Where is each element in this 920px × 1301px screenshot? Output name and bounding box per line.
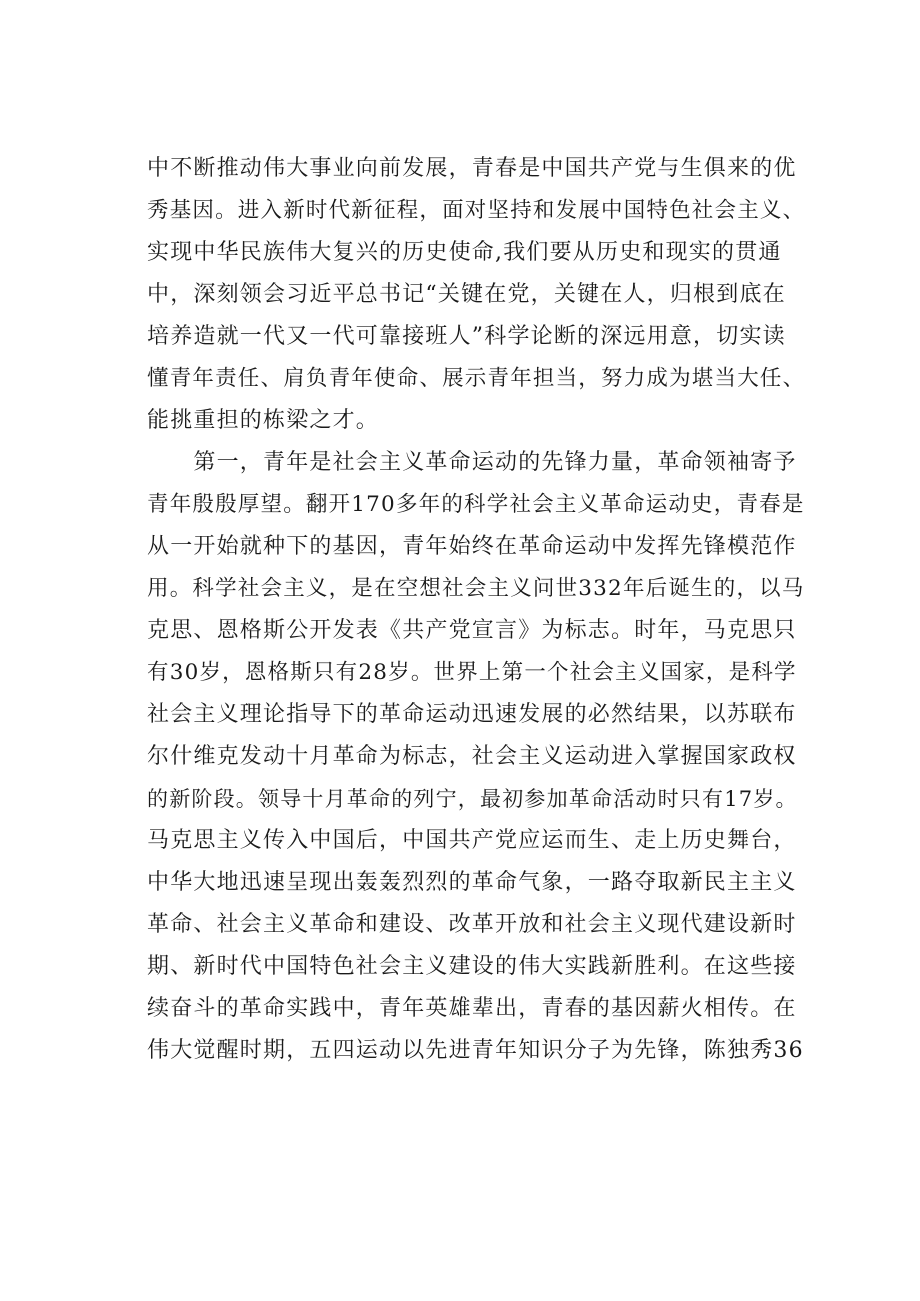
text-line: 尔什维克发动十月革命为标志，社会主义运动进入掌握国家政权: [147, 744, 797, 769]
text-line: 社会主义理论指导下的革命运动迅速发展的必然结果，以苏联布: [147, 702, 797, 727]
text-line: 用。科学社会主义，是在空想社会主义问世332年后诞生的，以马: [147, 576, 805, 601]
text-line: 实现中华民族伟大复兴的历史使命,我们要从历史和现实的贯通: [147, 240, 782, 265]
text-line: 能挑重担的栋梁之才。: [147, 408, 380, 433]
text-line: 马克思主义传入中国后，中国共产党应运而生、走上历史舞台，: [147, 828, 797, 853]
text-line: 有30岁，恩格斯只有28岁。世界上第一个社会主义国家，是科学: [147, 660, 797, 685]
text-line: 革命、社会主义革命和建设、改革开放和社会主义现代建设新时: [147, 912, 797, 937]
text-line: 中，深刻领会习近平总书记“关键在党，关键在人，归根到底在: [147, 282, 786, 307]
text-line: 期、新时代中国特色社会主义建设的伟大实践新胜利。在这些接: [147, 954, 797, 979]
text-line: 培养造就一代又一代可靠接班人”科学论断的深远用意，切实读: [147, 324, 786, 349]
text-line: 青年殷殷厚望。翻开170多年的科学社会主义革命运动史，青春是: [147, 492, 805, 517]
text-line: 伟大觉醒时期，五四运动以先进青年知识分子为先锋，陈独秀36: [147, 1038, 804, 1063]
text-line: 的新阶段。领导十月革命的列宁，最初参加革命活动时只有17岁。: [147, 787, 798, 811]
text-line: 中华大地迅速呈现出轰轰烈烈的革命气象，一路夺取新民主主义: [147, 870, 797, 895]
text-line: 秀基因。进入新时代新征程，面对坚持和发展中国特色社会主义、: [147, 198, 806, 223]
text-line: 续奋斗的革命实践中，青年英雄辈出，青春的基因薪火相传。在: [147, 996, 797, 1021]
text-line: 中不断推动伟大事业向前发展，青春是中国共产党与生俱来的优: [147, 156, 797, 181]
text-line: 克思、恩格斯公开发表《共产党宣言》为标志。时年，马克思只: [147, 618, 797, 643]
text-line: 懂青年责任、肩负青年使命、展示青年担当，努力成为堪当大任、: [147, 366, 806, 391]
text-line: 从一开始就种下的基因，青年始终在革命运动中发挥先锋模范作: [147, 534, 797, 559]
text-line: 第一，青年是社会主义革命运动的先锋力量，革命领袖寄予: [147, 450, 797, 475]
body-text: [147, 148, 807, 1072]
